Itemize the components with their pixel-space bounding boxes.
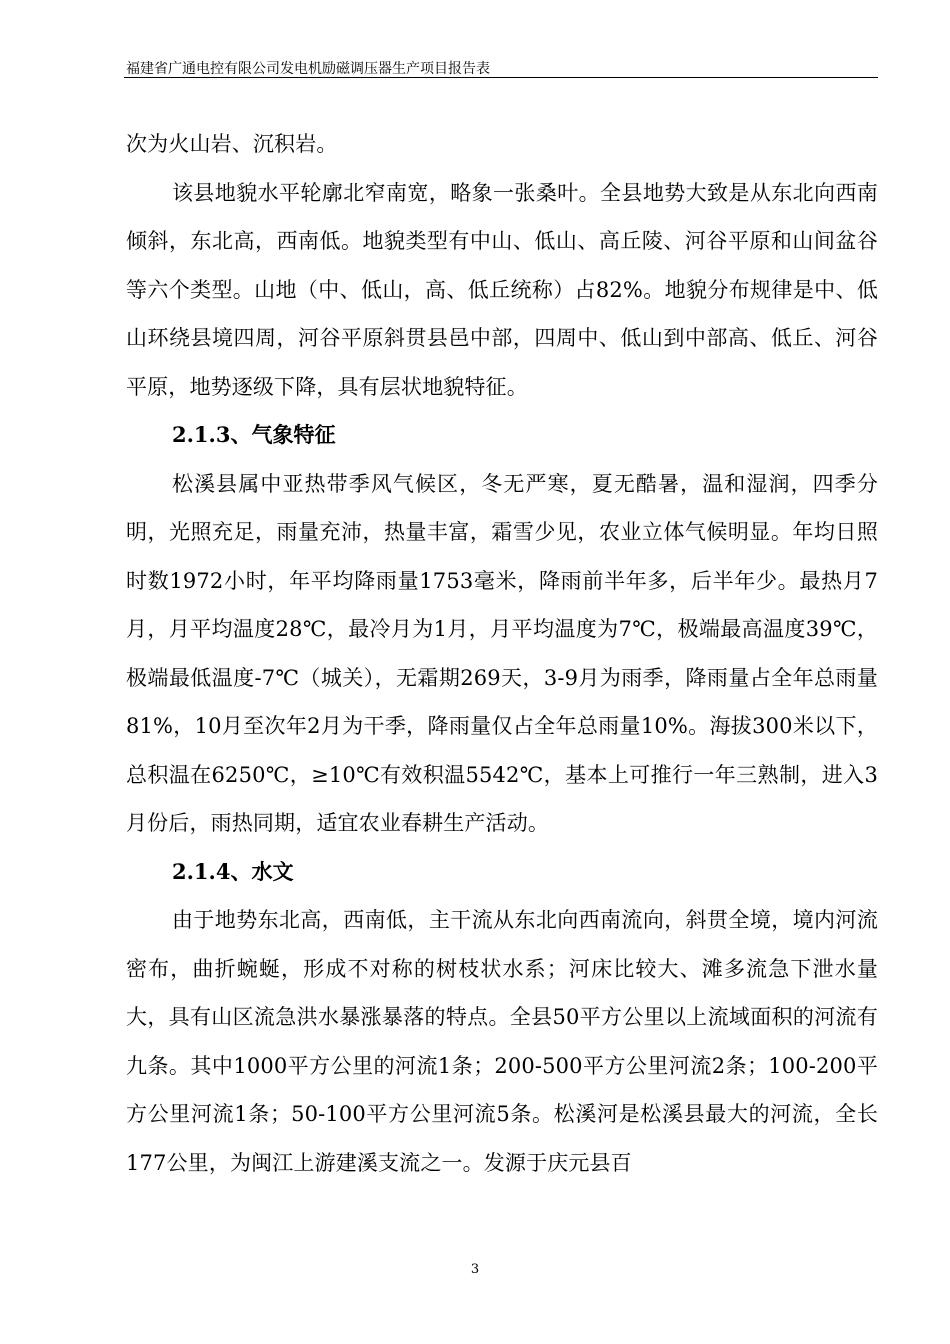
page-header-title: 福建省广通电控有限公司发电机励磁调压器生产项目报告表: [126, 61, 490, 77]
paragraph-hydrology: 由于地势东北高，西南低，主干流从东北向西南流向，斜贯全境，境内河流密布，曲折蜿蜒，形成不对称的树枝状水系；河床比较大、滩多流急下泄水量大，具有山区流急洪水暴涨暴落的特点。全县50平方公里以上流域面积的河流有九条。其中1000平方公里的河流1条；200-500平方公里河流2条；100-200平方公里河流1条；50-100平方公里河流5条。松溪河是松溪县最大的河流，全长177公里，为闽江上游建溪支流之一。发源于庆元县百: [126, 908, 878, 1175]
paragraph-climate: 松溪县属中亚热带季风气候区，冬无严寒，夏无酷暑，温和湿润，四季分明，光照充足，雨量充沛，热量丰富，霜雪少见，农业立体气候明显。年均日照时数1972小时，年平均降雨量1753毫米，降雨前半年多，后半年少。最热月7月，月平均温度28℃，最冷月为1月，月平均温度为7℃，极端最高温度39℃，极端最低温度-7℃（城关），无霜期269天，3-9月为雨季，降雨量占全年总雨量81%，10月至次年2月为干季，降雨量仅占全年总雨量10%。海拔300米以下，总积温在6250℃，≥10℃有效积温5542℃，基本上可推行一年三熟制，进入3月份后，雨热同期，适宜农业春耕生产活动。: [126, 471, 878, 835]
header-divider: [124, 77, 878, 78]
section-heading-hydrology: 2.1.4、水文: [172, 858, 294, 884]
paragraph-landform: 该县地貌水平轮廓北窄南宽，略象一张桑叶。全县地势大致是从东北向西南倾斜，东北高，西南低。地貌类型有中山、低山、高丘陵、河谷平原和山间盆谷等六个类型。山地（中、低山，高、低丘统称）占82%。地貌分布规律是中、低山环绕县境四周，河谷平原斜贯县邑中部，四周中、低山到中部高、低丘、河谷平原，地势逐级下降，具有层状地貌特征。: [126, 180, 878, 399]
document-body: [126, 120, 878, 1187]
page-number: 3: [470, 1262, 480, 1277]
section-heading-climate: 2.1.3、气象特征: [172, 422, 336, 447]
paragraph-rock-types: 次为火山岩、沉积岩。: [126, 132, 338, 156]
